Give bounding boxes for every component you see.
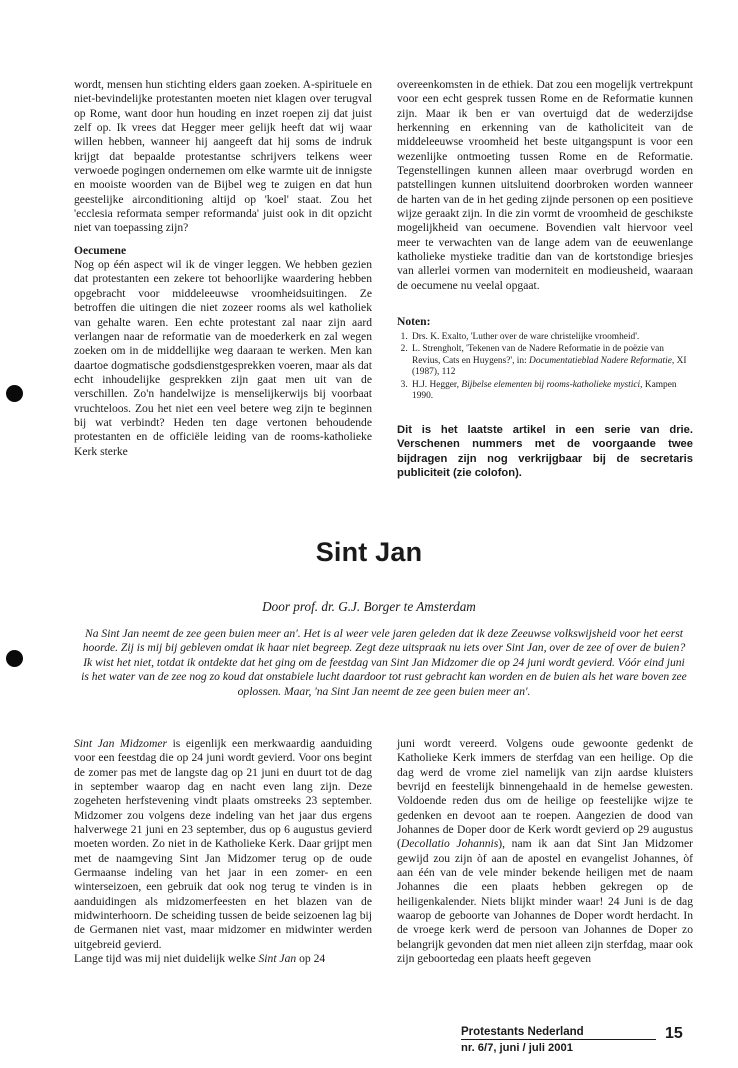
note-item: 2. L. Strengholt, 'Tekenen van de Nadere Reformatie in de poëzie van Revius, Cats en Huygens?', in: Documentatieblad Nadere Reformatie, XI (1987), 112 — [410, 344, 693, 379]
notes-heading: Noten: — [397, 315, 431, 329]
article-intro: Na Sint Jan neemt de zee geen buien meer an'. Het is al weer vele jaren geleden dat ik deze Zeeuwse volkswijsheid voor het eerst hoorde. Zij is mij bij gebleven omdat ik haar niet begreep. Zegt deze uitspraak nu iets over Sint Jan, over de zee of over de buien? Ik wist het niet, totdat ik ontdekte dat het ging om de feestdag van Sint Jan Midzomer die op 24 juni wordt gevierd. Vóór eind juni is het water van de zee nog zo koud dat onstabiele lucht daardoor tot rust gebracht kan worden en de buien als het ware boven zee oplossen. Maar, 'na Sint Jan neemt de zee geen buien meer an'. — [81, 627, 687, 698]
article1-paragraph: wordt, mensen hun stichting elders gaan zoeken. A-spirituele en niet-bevindelijke protestanten moeten niet klagen over terugval op Rome, want door hun houding en inzet roepen zij dat juist zelf op. Ik vrees dat Hegger meer gelijk heeft dat wij waar willen hebben, wanneer hij aangeeft dat hij soms de indruk krijgt dat bepaalde protestantse schrijvers telkens weer verwoede pogingen ondernemen om elke warmte uit de innigste en mooiste woorden van de Bijbel weg te zuigen en dat hun geestelijke airconditioning altijd op 'koel' staat. Zou het 'ecclesia reformata semper reformanda' juist ook in dit opzicht niet van toepassing zijn? — [74, 78, 372, 235]
section-heading: Oecumene — [74, 243, 127, 257]
article-title: Sint Jan — [315, 537, 423, 567]
notes-list — [397, 332, 693, 404]
article2-right-column — [397, 737, 693, 967]
article1-paragraph: Nog op één aspect wil ik de vinger leggen. We hebben gezien dat protestanten een zekere tot behoorlijke waardering hebben opgebracht voor middeleeuwse vroomheidsuitingen. Ze betroffen die uitingen die niet zozeer rooms als wel katholiek van gehalte waren. Een echte protestant zal naar zijn aard verlangen naar de reformatie van de moederkerk en zal wegen zoeken om in de middellijke weg daaraan te werken. Men kan daartoe dogmatische godsdienstgesprekken voeren, maar als dat echt inhoudelijke gesprekken zijn gaat men uit van de verschillen. Zo'n handelwijze is menselijkerwijs bij voorbaat vruchteloos. Zou het niet een veel betere weg zijn te beginnen bij wat verbindt? Heden ten dage vertonen behoudende protestanten en de officiële leiding van de rooms-katholieke Kerk sterke — [74, 258, 372, 458]
binder-hole-bottom — [6, 650, 23, 667]
publication-name: Protestants Nederland — [461, 1026, 656, 1040]
article-byline: Door prof. dr. G.J. Borger te Amsterdam — [262, 599, 476, 614]
issue-info: nr. 6/7, juni / juli 2001 — [461, 1042, 573, 1054]
note-item: 3. H.J. Hegger, Bijbelse elementen bij rooms-katholieke mystici, Kampen 1990. — [410, 380, 693, 403]
article1-paragraph: overeenkomsten in de ethiek. Dat zou een mogelijk vertrekpunt voor een echt gesprek tussen Rome en de Reformatie kunnen zijn. Maar ik ben er van overtuigd dat de wederzijdse herkenning en erkenning van de katholiciteit van de middeleeuwse vroomheid het beste uitgangspunt is voor een wezenlijke ontmoeting tussen Rome en de Reformatie. Tegenstellingen kunnen alleen maar overbrugd worden en patstellingen kunnen uitsluitend doorbroken worden wanneer de harten van de in het geding zijnde personen op een positieve wijze geraakt zijn. In die zin vormt de vroomheid de geschikste mogelijkheid van oecumene. Bovendien valt hiervoor veel meer te verwachten van de lange adem van de eeuwenlange katholieke mystieke traditie dan van de kortstondige briesjes van allerlei vormen van moderniteit en modieusheid, waaraan de oecumene nu veelal opgaat. — [397, 78, 693, 292]
article2-paragraph: Lange tijd was mij niet duidelijk welke Sint Jan op 24 — [74, 952, 326, 966]
article1-right-column — [397, 78, 693, 480]
article2-left-column — [74, 737, 372, 967]
series-closing-note: Dit is het laatste artikel in een serie van drie. Verschenen nummers met de voorgaande twee bijdragen zijn nog verkrijgbaar bij de secretaris publiciteit (zie colofon). — [397, 424, 693, 479]
article2-paragraph: juni wordt vereerd. Volgens oude gewoonte gedenkt de Katholieke Kerk immers de sterfdag van een heilige. Op die dag werd de vrome ziel namelijk van zijn aardse kluisters bevrijd en feestelijk binnengehaald in de hemelse gewesten. Voldoende reden dus om de heilige op feestelijke wijze te gedenken en devoot aan te roepen. Aangezien de dood van Johannes de Doper door de Kerk wordt gevierd op 29 augustus (Decollatio Johannis), nam ik aan dat Sint Jan Midzomer gewijd zou zijn òf aan de apostel en evangelist Johannes, òf aan één van de vele minder bekende heiligen met de naam Johannes die een plaats hebben gekregen op de heiligenkalender. Niets blijkt minder waar! 24 Juni is de dag waarop de geboorte van Johannes de Doper wordt herdacht. In de vroege kerk werd de persoon van Johannes de Doper zo belangrijk gevonden dat men niet alleen zijn sterfdag, maar ook zijn geboortedag een plaats heeft gegeven — [397, 737, 694, 966]
note-item: 1. Drs. K. Exalto, 'Luther over de ware christelijke vroomheid'. — [410, 332, 693, 344]
binder-hole-top — [6, 385, 23, 402]
article1-left-column — [74, 78, 372, 459]
page-number: 15 — [665, 1025, 683, 1042]
article2-paragraph: Sint Jan Midzomer is eigenlijk een merkwaardig aanduiding voor een feestdag die op 24 juni wordt gevierd. Voor ons begint de zomer pas met de langste dag op 21 juni en duurt tot de dag in september waarop dag en nacht even lang zijn. Deze zogeheten herfstevening vindt plaats omstreeks 23 september. Midzomer zou volgens deze indeling van het jaar dus ergens halverwege 21 juni en 23 september, dus op 6 augustus gevierd moeten worden. Zo niet in de Katholieke Kerk. Daar grijpt men met de naamgeving Sint Jan Midzomer terug op de oude Germaanse indeling van het jaar in een zomer- en een winterseizoen, een gebruik dat ook nog terug te vinden is in aanduidingen als midzomerfeesten en het blazen van de midwinterhoorn. De scheiding tussen de beide seizoenen lag bij de Germanen niet vast, maar midzomer en midwinter werden uitgebreid gevierd. — [74, 737, 373, 951]
